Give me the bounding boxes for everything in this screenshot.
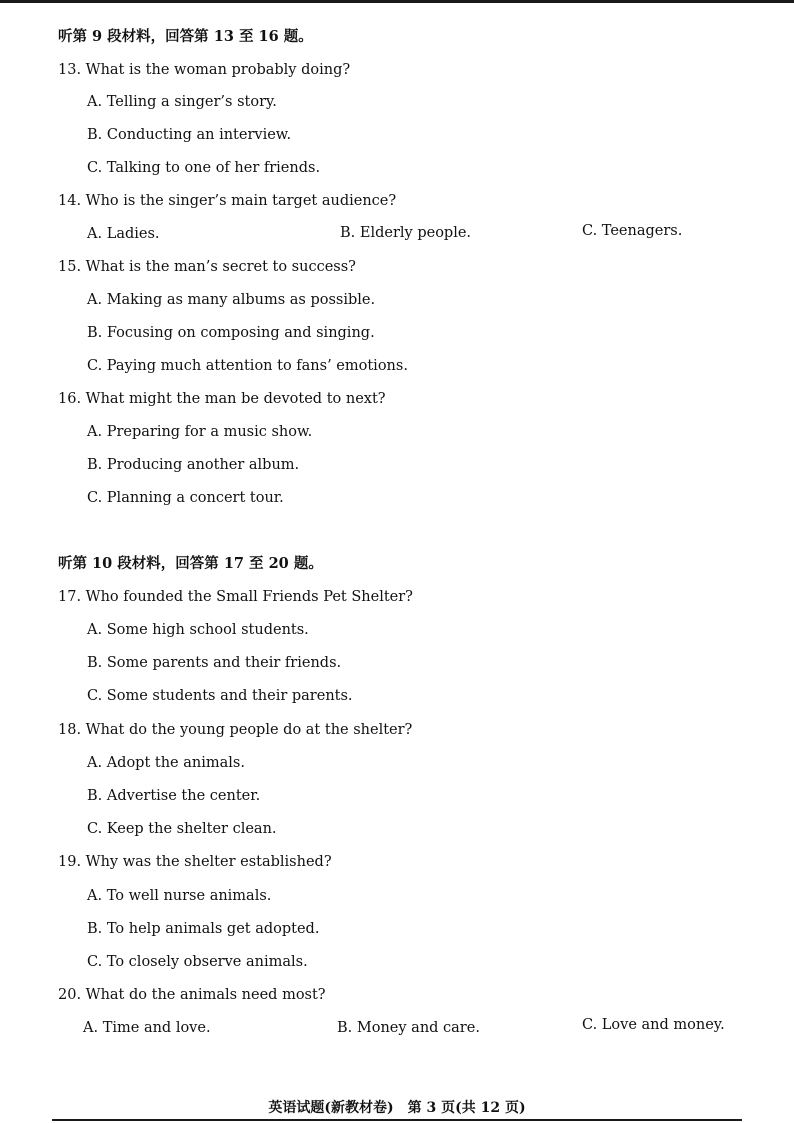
option-18a: A. Adopt the animals. xyxy=(87,755,245,771)
question-15: 15. What is the man’s secret to success? xyxy=(58,259,356,275)
question-20: 20. What do the animals need most? xyxy=(58,987,326,1003)
top-rule xyxy=(0,0,794,3)
option-13b: B. Conducting an interview. xyxy=(87,127,292,143)
option-20c: C. Love and money. xyxy=(582,1017,725,1033)
option-15a: A. Making as many albums as possible. xyxy=(87,292,376,308)
option-19c: C. To closely observe animals. xyxy=(87,954,308,970)
question-14: 14. Who is the singer’s main target audience? xyxy=(58,193,397,209)
option-17b: B. Some parents and their friends. xyxy=(87,655,342,671)
option-18c: C. Keep the shelter clean. xyxy=(87,821,277,837)
question-19: 19. Why was the shelter established? xyxy=(58,854,332,870)
section-heading-10: 听第 10 段材料，回答第 17 至 20 题。 xyxy=(58,555,323,572)
option-16b: B. Producing another album. xyxy=(87,457,300,473)
option-18b: B. Advertise the center. xyxy=(87,788,261,804)
option-20b: B. Money and care. xyxy=(337,1020,480,1036)
bottom-rule xyxy=(52,1119,742,1121)
page-footer: 英语试题(新教材卷) 第 3 页(共 12 页) xyxy=(268,1100,526,1116)
question-13: 13. What is the woman probably doing? xyxy=(58,62,351,78)
option-13c: C. Talking to one of her friends. xyxy=(87,160,321,176)
option-13a: A. Telling a singer’s story. xyxy=(87,94,277,110)
option-14a: A. Ladies. xyxy=(87,226,160,242)
option-14b: B. Elderly people. xyxy=(340,225,472,241)
option-16c: C. Planning a concert tour. xyxy=(87,490,284,506)
question-18: 18. What do the young people do at the shelter? xyxy=(58,722,413,738)
option-20a: A. Time and love. xyxy=(83,1020,211,1036)
option-14c: C. Teenagers. xyxy=(582,223,683,239)
option-17c: C. Some students and their parents. xyxy=(87,688,353,704)
option-17a: A. Some high school students. xyxy=(87,622,309,638)
option-19a: A. To well nurse animals. xyxy=(87,888,272,904)
option-15c: C. Paying much attention to fans’ emotions. xyxy=(87,358,408,374)
section-heading-9: 听第 9 段材料，回答第 13 至 16 题。 xyxy=(58,28,313,45)
option-19b: B. To help animals get adopted. xyxy=(87,921,320,937)
question-16: 16. What might the man be devoted to next? xyxy=(58,391,386,407)
option-16a: A. Preparing for a music show. xyxy=(87,424,313,440)
option-15b: B. Focusing on composing and singing. xyxy=(87,325,375,341)
question-17: 17. Who founded the Small Friends Pet Shelter? xyxy=(58,589,413,605)
